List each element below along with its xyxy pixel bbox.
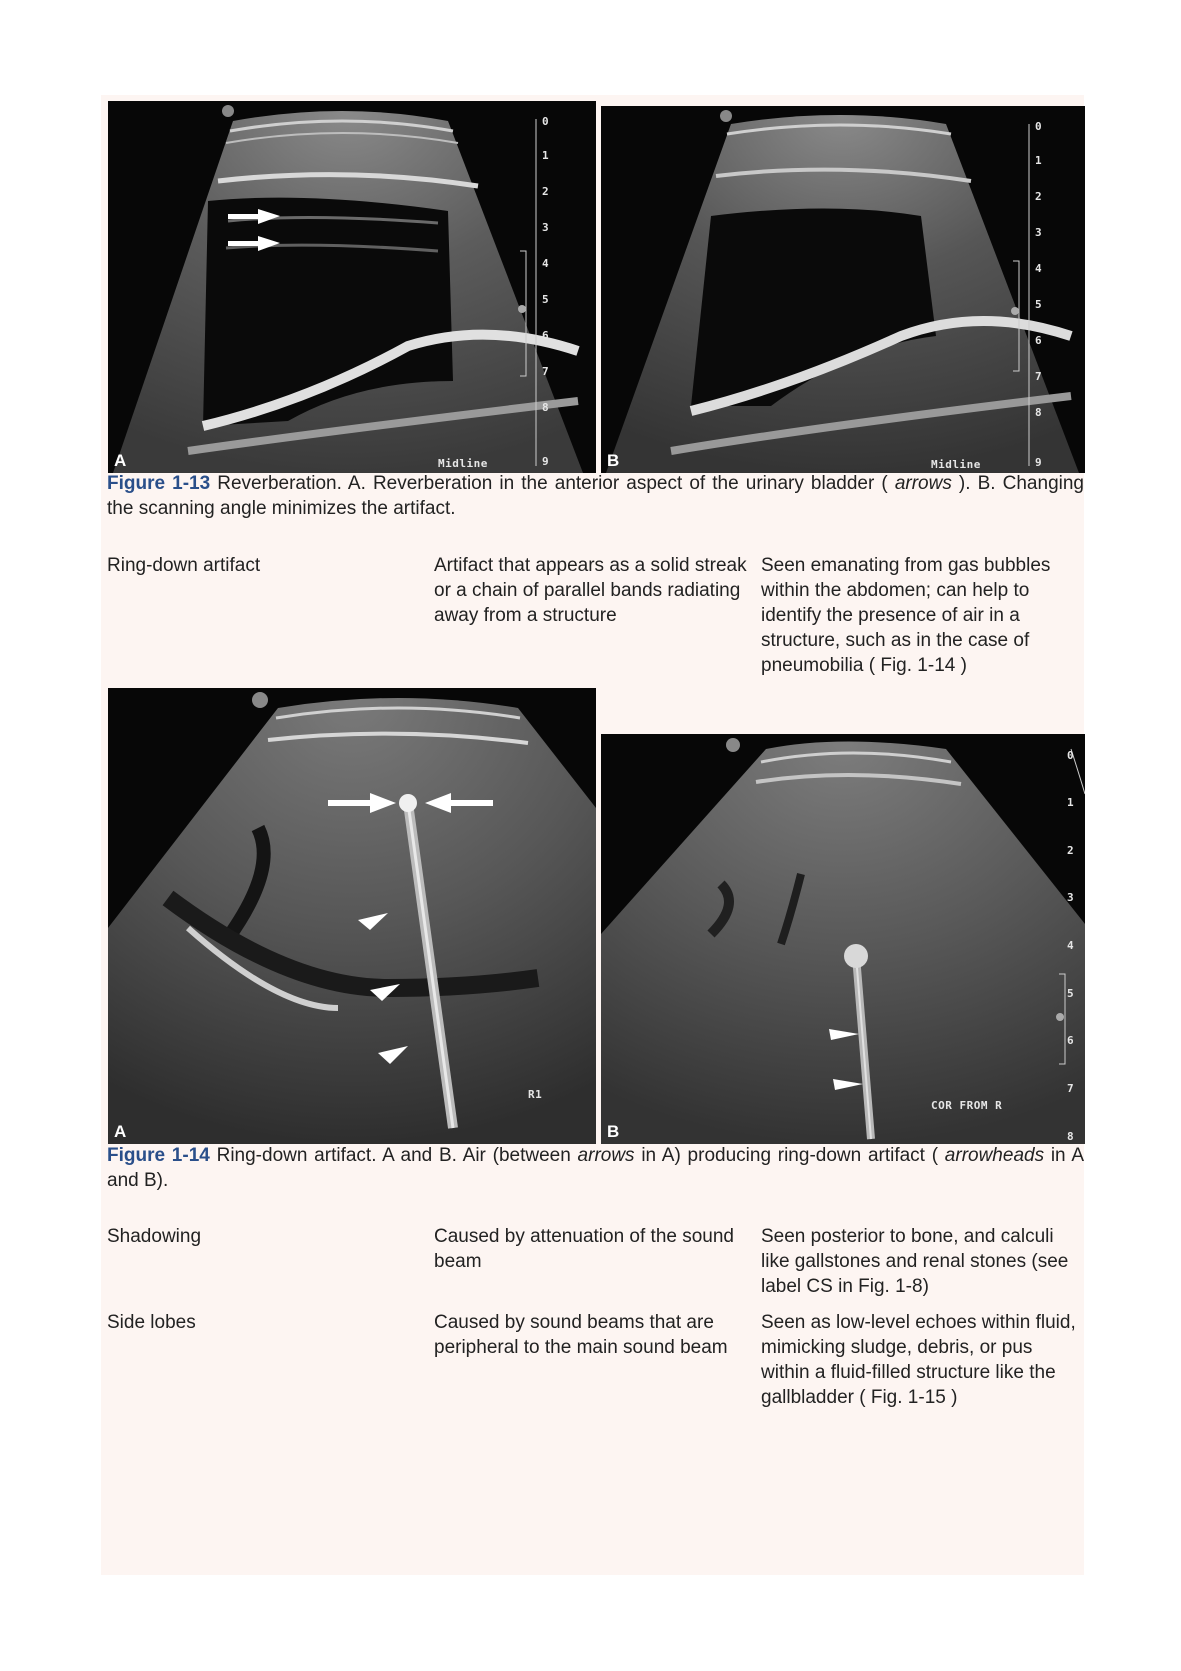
depth-tick-6: 6 <box>1067 1034 1075 1047</box>
depth-tick-1: 1 <box>1035 154 1043 167</box>
caption-italic: arrowheads <box>944 1145 1045 1166</box>
term-ringdown: Ring-down artifact <box>107 555 261 576</box>
panel-letter-b: B <box>607 451 620 470</box>
r1-label: R1 <box>528 1088 543 1101</box>
depth-tick-0: 0 <box>542 115 550 128</box>
depth-tick-0: 0 <box>1067 749 1075 762</box>
depth-tick-0: 0 <box>1035 120 1043 133</box>
ultrasound-image-1-13a <box>108 101 596 473</box>
depth-tick-8: 8 <box>1035 406 1043 419</box>
depth-tick-8: 8 <box>542 401 550 414</box>
figure-1-13-caption <box>107 471 1084 521</box>
depth-tick-1: 1 <box>1067 796 1075 809</box>
term-shadowing: Shadowing <box>107 1226 202 1247</box>
depth-tick-7: 7 <box>1035 370 1043 383</box>
caption-text: Reverberation. A. Reverberation in the anterior aspect of the urinary bladder ( <box>210 473 895 494</box>
appearance-shadowing: Seen posterior to bone, and calculi like gallstones and renal stones (see label CS in Fig. 1-8) <box>761 1226 1069 1297</box>
depth-tick-5: 5 <box>542 293 550 306</box>
depth-tick-2: 2 <box>542 185 550 198</box>
caption-italic: arrows <box>577 1145 635 1166</box>
midline-label: Midline <box>438 457 488 470</box>
depth-tick-9: 9 <box>1035 456 1043 469</box>
appearance-side-lobes: Seen as low-level echoes within fluid, mimicking sludge, debris, or pus within a fluid-filled structure like the gallbladder ( Fig. 1-15 ) <box>761 1312 1076 1408</box>
depth-tick-3: 3 <box>542 221 550 234</box>
midline-label: Midline <box>931 458 981 471</box>
figure-1-14-caption <box>107 1143 1084 1193</box>
appearance-ringdown: Seen emanating from gas bubbles within the abdomen; can help to identify the presence of air in a structure, such as in the case of pneumobilia ( Fig. 1-14 ) <box>761 555 1051 676</box>
depth-tick-8: 8 <box>1067 1130 1075 1143</box>
description-ringdown: Artifact that appears as a solid streak or a chain of parallel bands radiating away from a structure <box>434 555 747 626</box>
panel-letter-a: A <box>114 451 127 470</box>
figure-number: Figure 1-14 <box>107 1145 210 1166</box>
depth-tick-4: 4 <box>1035 262 1043 275</box>
caption-italic: arrows <box>894 473 952 494</box>
depth-tick-6: 6 <box>1035 334 1043 347</box>
description-shadowing: Caused by attenuation of the sound beam <box>434 1226 735 1272</box>
panel-letter-a: A <box>114 1122 127 1141</box>
caption-text: in A) producing ring-down artifact ( <box>634 1145 945 1166</box>
depth-tick-6: 6 <box>542 329 550 342</box>
depth-tick-3: 3 <box>1067 891 1075 904</box>
ultrasound-image-1-14a <box>108 688 596 1144</box>
depth-tick-4: 4 <box>542 257 550 270</box>
ultrasound-image-1-14b <box>601 734 1085 1144</box>
depth-tick-4: 4 <box>1067 939 1075 952</box>
caption-text: ). B. Changing the scanning angle minimizes the artifact. <box>107 473 1084 519</box>
caption-text: Ring-down artifact. A and B. Air (between <box>209 1145 578 1166</box>
depth-tick-3: 3 <box>1035 226 1043 239</box>
depth-tick-1: 1 <box>542 149 550 162</box>
depth-tick-9: 9 <box>542 455 550 468</box>
depth-tick-5: 5 <box>1035 298 1043 311</box>
figure-number: Figure 1-13 <box>107 473 211 494</box>
depth-tick-7: 7 <box>1067 1082 1075 1095</box>
depth-tick-7: 7 <box>542 365 550 378</box>
panel-letter-b: B <box>607 1122 620 1141</box>
depth-tick-5: 5 <box>1067 987 1075 1000</box>
caption-text: in A and B). <box>107 1145 1084 1191</box>
ultrasound-image-1-13b <box>601 106 1085 473</box>
depth-tick-2: 2 <box>1067 844 1075 857</box>
cor-from-r-label: COR FROM R <box>931 1099 1003 1112</box>
depth-tick-2: 2 <box>1035 190 1043 203</box>
description-side-lobes: Caused by sound beams that are peripheral to the main sound beam <box>434 1312 728 1358</box>
term-side-lobes: Side lobes <box>107 1312 196 1333</box>
